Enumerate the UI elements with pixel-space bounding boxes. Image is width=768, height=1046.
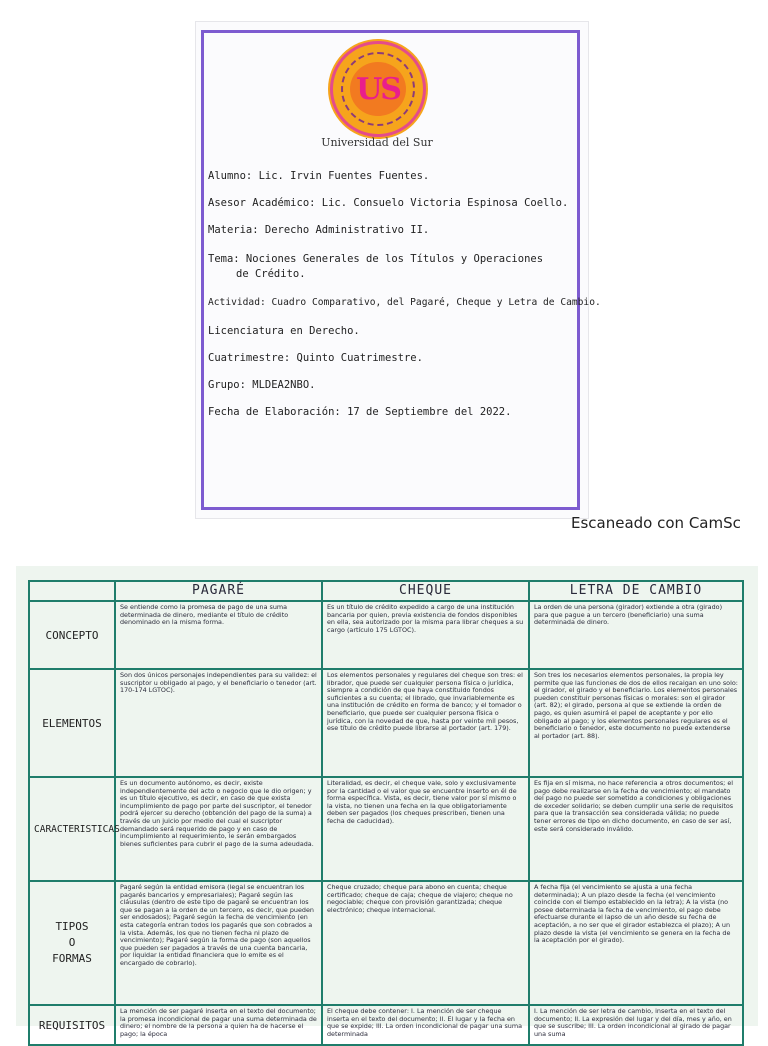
row-label: TIPOS O FORMAS	[29, 881, 115, 1005]
university-logo	[333, 44, 423, 134]
table-cell: A fecha fija (el vencimiento se ajusta a una fecha determinada); A un plazo desde la fecha (el vencimiento coincide con el tiempo establecido en la letra); A la vista (no posee determinada la fecha de vencimiento, el pago debe efectuarse durante el lapso de un año desde su fecha de aceptación, a no ser que el girador establezca el plazo); A un plazo desde la vista (el vencimiento se genera en la fecha de la aceptación por el girado).	[529, 881, 743, 1005]
tema-line-1: Tema: Nociones Generales de los Títulos y Operaciones	[208, 253, 544, 265]
table-cell: I. La mención de ser letra de cambio, inserta en el texto del documento; II. La expresión del lugar y del día, mes y año, en que se suscribe; III. La orden incondicional al girado de pagar una suma	[529, 1005, 743, 1045]
cuatrimestre-line: Cuatrimestre: Quinto Cuatrimestre.	[208, 352, 423, 364]
table-cell: Son tres los necesarios elementos personales, la propia ley permite que las funciones de dos de ellos recaigan en uno solo: el girador, el girado y el beneficiario. Los elementos personales pueden constituir personas físicas o morales: son el girador (art. 82); el girado, persona al que se extiende la orden de pago, es quien asumirá el papel de aceptante y por ello obligado al pago; y los elementos personales regulares es el beneficiario o tenedor, este documento no puede extenderse al portador (art. 88).	[529, 669, 743, 777]
header-corner	[29, 581, 115, 601]
fecha-line: Fecha de Elaboración: 17 de Septiembre del 2022.	[208, 406, 512, 418]
table-row	[29, 669, 743, 777]
table-cell: Es fija en sí misma, no hace referencia a otros documentos; el pago debe realizarse en la fecha de vencimiento; el mandato del pago no puede ser sometido a condiciones y obligaciones de exceder solidario; se deben cumplir una serie de requisitos para que la transacción sea considerada válida; no puede tener errores de tipo en dicho documento, en caso de ser así, este será considerado inválido.	[529, 777, 743, 881]
comparison-table	[28, 580, 744, 1046]
header-letra: LETRA DE CAMBIO	[529, 581, 743, 601]
row-label: REQUISITOS	[29, 1005, 115, 1045]
table-cell: Cheque cruzado; cheque para abono en cuenta; cheque certificado; cheque de caja; cheque de viajero; cheque no negociable; cheque con provisión garantizada; cheque electrónico; cheque internacional.	[322, 881, 529, 1005]
table-cell: El cheque debe contener: I. La mención de ser cheque inserta en el texto del documento; II. El lugar y la fecha en que se expide; III. La orden incondicional de pagar una suma determinada	[322, 1005, 529, 1045]
table-cell: Los elementos personales y regulares del cheque son tres: el librador, que puede ser cualquier persona física o jurídica, siempre a condición de que haya constituido fondos suficientes a su cuenta; el librado, que invariablemente es una institución de crédito en forma de banco; y el tomador o beneficiario, que puede ser cualquier persona física o jurídica, con la novedad de que, hasta por veinte mil pesos, ese título de crédito puede librarse al portador (art. 179).	[322, 669, 529, 777]
table-cell: Es un título de crédito expedido a cargo de una institución bancaria por quien, previa existencia de fondos disponibles en ella, sea autorizado por la misma para librar cheques a su cargo (artículo 175 LGTOC).	[322, 601, 529, 669]
table-cell: Son dos únicos personajes independientes para su validez: el suscriptor u obligado al pago, y el beneficiario o tenedor (art. 170-174 LGTOC).	[115, 669, 322, 777]
actividad-line: Actividad: Cuadro Comparativo, del Pagaré, Cheque y Letra de Cambio.	[208, 297, 601, 308]
table-cell: Es un documento autónomo, es decir, existe independientemente del acto o negocio que le dio origen; y es un título ejecutivo, es decir, en caso de que exista incumplimiento de pago por parte del suscriptor, el tenedor podrá ejercer su derecho (obtención del pago de la suma) a través de un juicio por medio del cual el suscriptor demandado será requerido de pago y en caso de incumplimiento al requerimiento, le serán embargados bienes suficientes para cubrir el pago de la suma adeudada.	[115, 777, 322, 881]
grupo-line: Grupo: MLDEA2NBO.	[208, 379, 316, 391]
table-cell: La mención de ser pagaré inserta en el texto del documento; la promesa incondicional de pagar una suma determinada de dinero; el nombre de la persona a quien ha de hacerse el pago; la época	[115, 1005, 322, 1045]
table-cell: Se entiende como la promesa de pago de una suma determinada de dinero, mediante el título de crédito denominado en la misma forma.	[115, 601, 322, 669]
tema-line-2: de Crédito.	[236, 268, 306, 280]
university-name: Universidad del Sur	[321, 136, 433, 149]
table-cell: Pagaré según la entidad emisora (legal se encuentran los pagarés bancarios y empresariales); Pagaré según las cláusulas (dentro de este tipo de pagaré se encuentran los que se pagan a la orden de un tercero, es decir, que pueden ser endosados); Pagaré según la fecha de vencimiento (en esta categoría entran todos los pagarés que son cobrados a la vista. Además, los que no tienen fecha ni plazo de vencimiento); Pagaré según la forma de pago (son aquellos que pueden ser pagados a través de una cuenta bancaria, por liquidar la entidad financiera que lo emite es el encargado de cobrarlo).	[115, 881, 322, 1005]
logo-center	[350, 62, 406, 116]
materia-line: Materia: Derecho Administrativo II.	[208, 224, 430, 236]
header-pagare: PAGARÉ	[115, 581, 322, 601]
asesor-line: Asesor Académico: Lic. Consuelo Victoria Espinosa Coello.	[208, 197, 569, 209]
table-row	[29, 601, 743, 669]
header-cheque: CHEQUE	[322, 581, 529, 601]
table-cell: La orden de una persona (girador) extiende a otra (girado) para que pague a un tercero (beneficiario) una suma determinada de dinero.	[529, 601, 743, 669]
alumno-line: Alumno: Lic. Irvin Fuentes Fuentes.	[208, 170, 430, 182]
licenciatura-line: Licenciatura en Derecho.	[208, 325, 360, 337]
scan-watermark-caption: Escaneado con CamSc	[571, 514, 741, 532]
table-header-row	[29, 581, 743, 601]
table-row	[29, 881, 743, 1005]
row-label: CARACTERISTICAS	[29, 777, 115, 881]
row-label: CONCEPTO	[29, 601, 115, 669]
logo-letters: US	[356, 71, 400, 107]
table-cell: Literalidad, es decir, el cheque vale, solo y exclusivamente por la cantidad o el valor que se encuentre inserto en él de forma específica. Vista, es decir, tiene valor por sí mismo o la vista, no tienen una fecha en la que obligatoriamente deben ser pagados (los cheques prescriben, tienen una fecha de caducidad).	[322, 777, 529, 881]
table-row	[29, 1005, 743, 1045]
table-row	[29, 777, 743, 881]
row-label: ELEMENTOS	[29, 669, 115, 777]
